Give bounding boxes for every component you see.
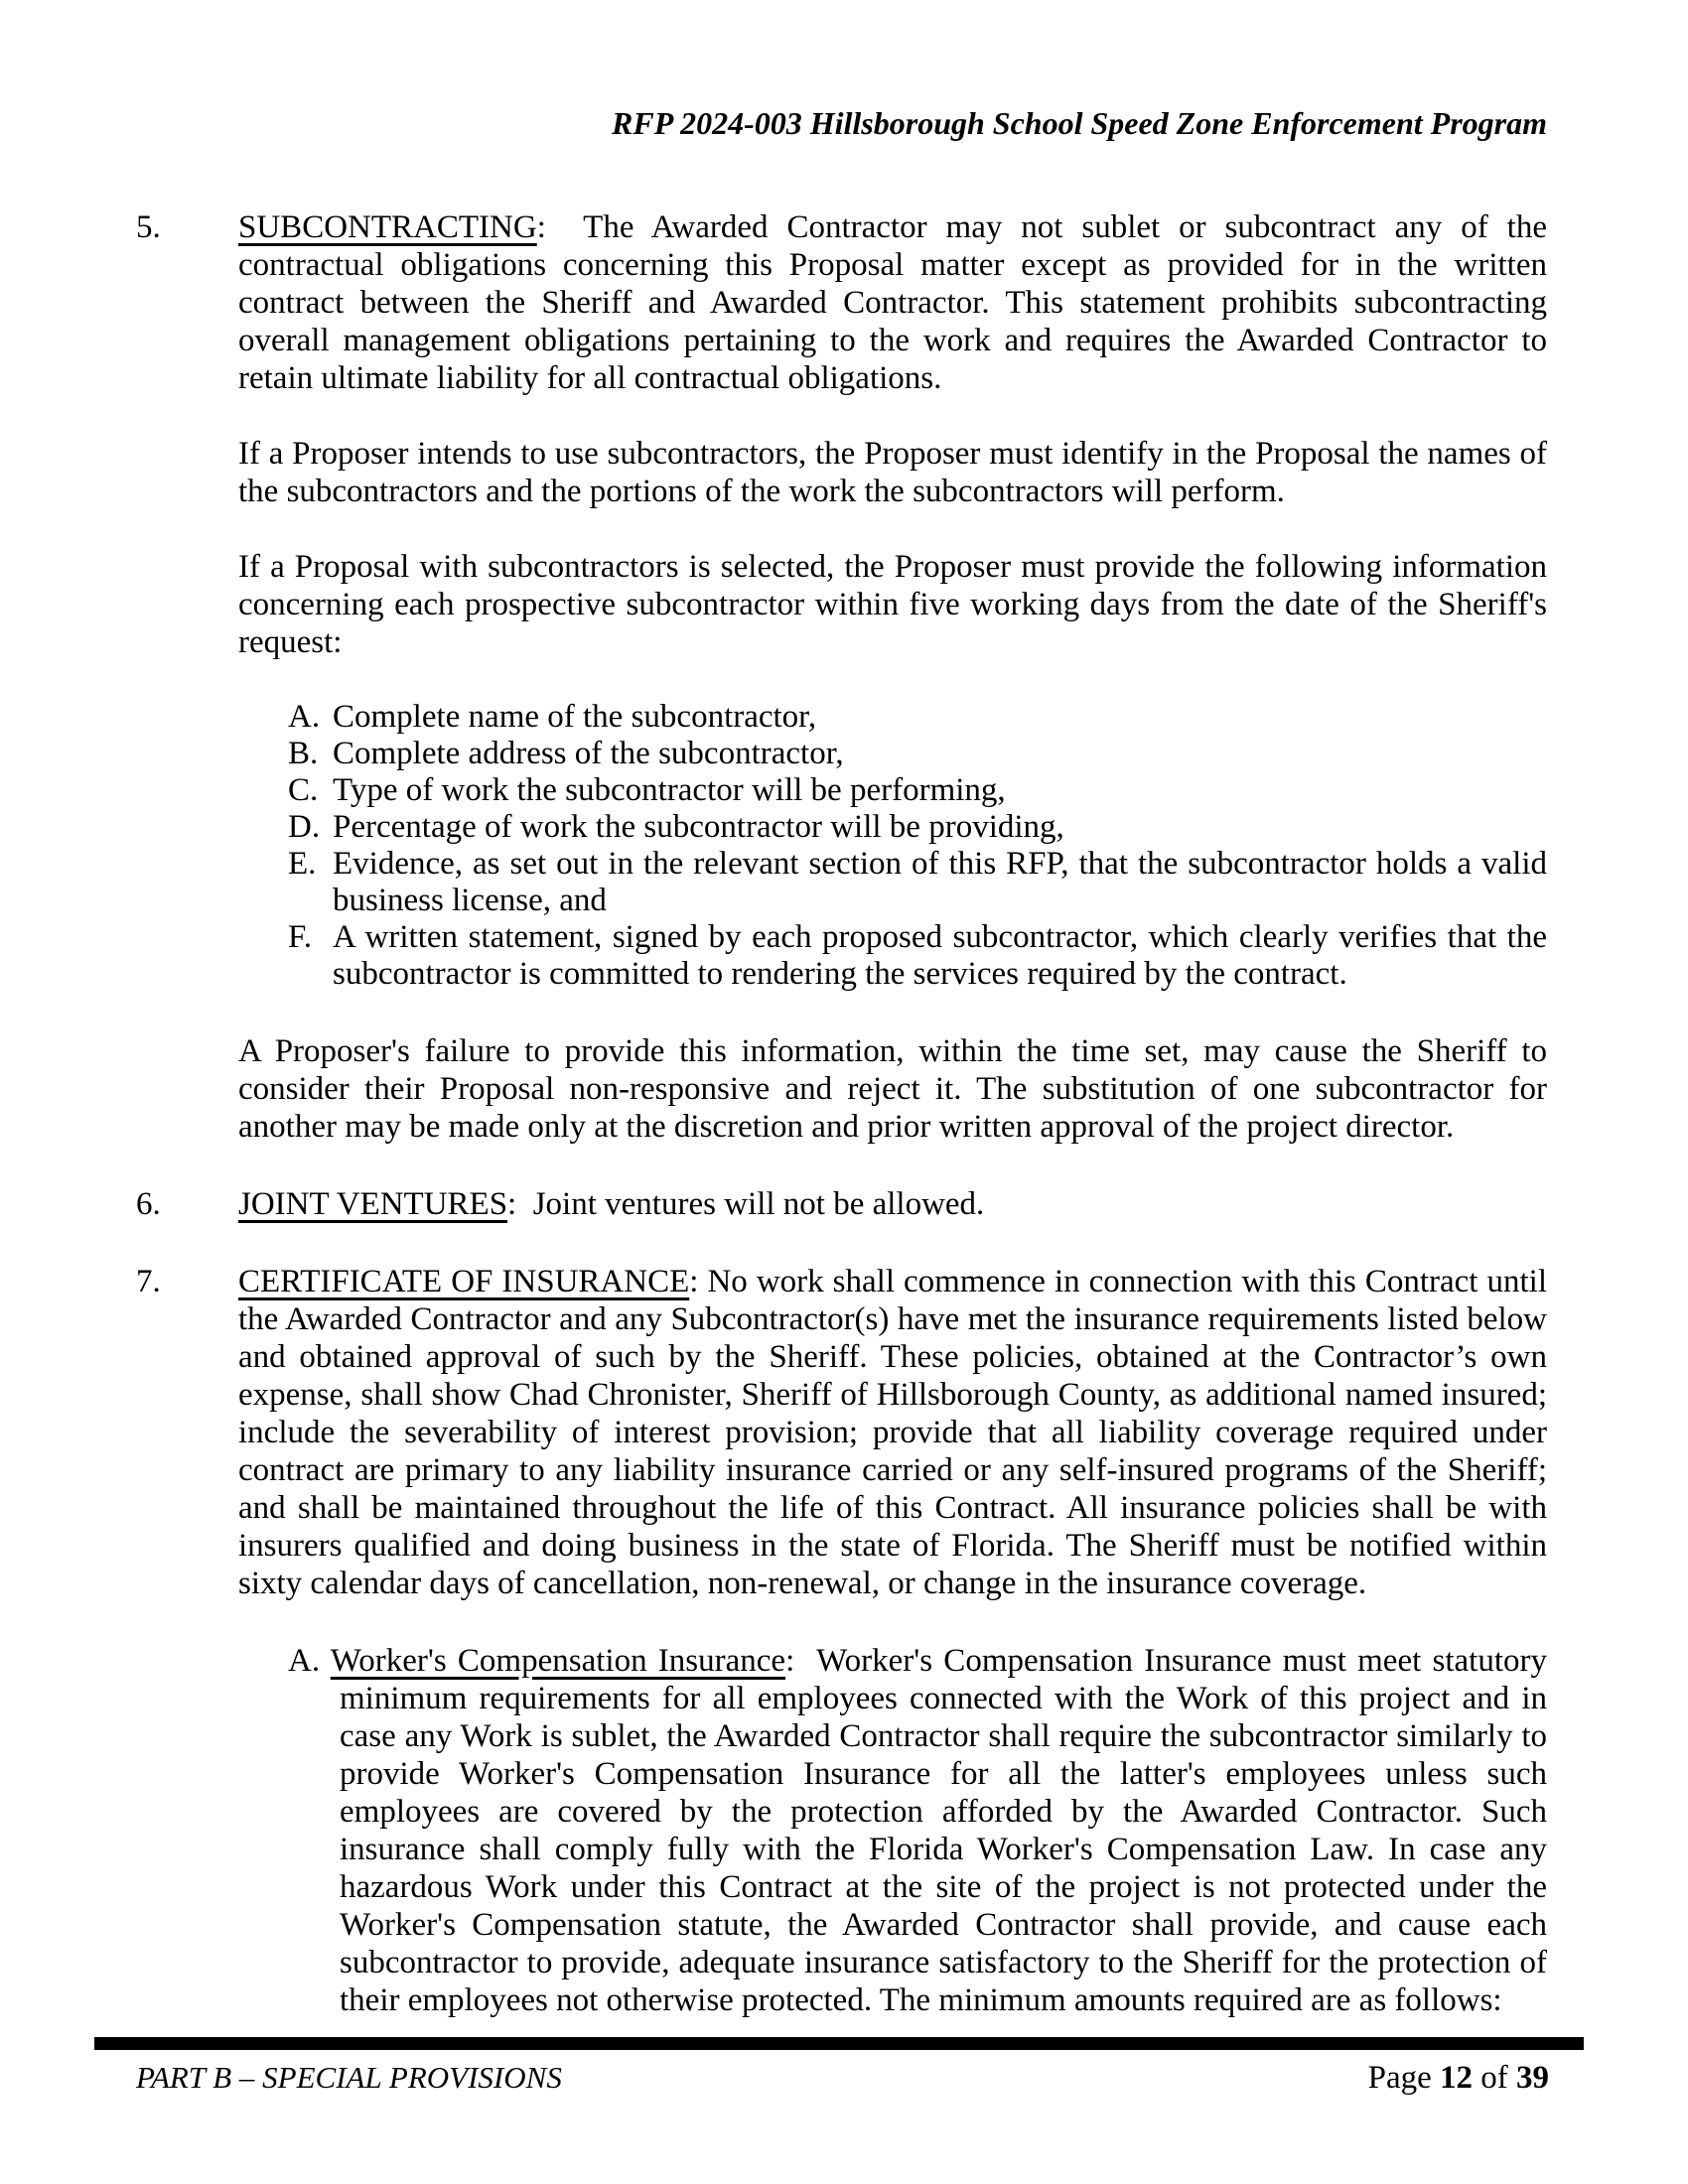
section-6: [136, 1185, 1547, 1223]
of-word: of: [1480, 2060, 1508, 2096]
footer-rule: [94, 2037, 1584, 2050]
list-item-c: [288, 772, 1547, 809]
list-item-f-letter: F.: [288, 919, 312, 955]
section-5-number: 5.: [136, 209, 161, 245]
section-6-heading: JOINT VENTURES: [238, 1186, 508, 1222]
list-item-e: [288, 846, 1547, 919]
workers-comp-letter: A.: [288, 1643, 321, 1679]
section-5-heading-colon: :: [536, 209, 546, 245]
page-word: Page: [1367, 2060, 1432, 2096]
list-item-e-text: Evidence, as set out in the relevant section of this RFP, that the subcontractor holds a valid business license, and: [333, 846, 1547, 918]
list-item-b-letter: B.: [288, 736, 319, 771]
list-item-d-letter: D.: [288, 809, 321, 845]
workers-comp-text: Worker's Compensation Insurance must meet statutory minimum requirements for all employees connected with the Work of this project and in case any Work is sublet, the Awarded Contractor shall require the subcontractor similarly to provide Worker's Compensation Insurance for all the latter's employees unless such employees are covered by the protection afforded by the Awarded Contractor. Such insurance shall comply fully with the Florida Worker's Compensation Law. In case any hazardous Work under this Contract at the site of the project is not protected under the Worker's Compensation statute, the Awarded Contractor shall provide, and cause each subcontractor to provide, adequate insurance satisfactory to the Sheriff for the protection of their employees not otherwise protected. The minimum amounts required are as follows:: [340, 1643, 1547, 2018]
list-item-b-text: Complete address of the subcontractor,: [333, 736, 844, 771]
list-item-e-letter: E.: [288, 846, 317, 882]
section-6-paragraph: [238, 1185, 1547, 1223]
footer-page-number: [1368, 2059, 1549, 2097]
section-5-paragraph-3: If a Proposal with subcontractors is selected, the Proposer must provide the following information concerning each prospective subcontractor within five working days from the date of the Sheriff's request:: [238, 549, 1547, 660]
section-5-paragraph-2: If a Proposer intends to use subcontractors, the Proposer must identify in the Proposal the names of the subcontractors and the portions of the work the subcontractors will perform.: [238, 436, 1547, 509]
page-header-title: RFP 2024-003 Hillsborough School Speed Zone Enforcement Program: [612, 105, 1547, 141]
list-item-f-text: A written statement, signed by each proposed subcontractor, which clearly verifies that the subcontractor is committed to rendering the services required by the contract.: [333, 919, 1547, 992]
footer-row: [94, 2059, 1584, 2097]
list-item-a: [288, 699, 1547, 736]
list-item-d: [288, 809, 1547, 846]
section-5-failure-paragraph: A Proposer's failure to provide this information, within the time set, may cause the Sheriff to consider their Proposal non-responsive and reject it. The substitution of one subcontractor for another may be made only at the discretion and prior written approval of the project director.: [238, 1033, 1547, 1145]
document-content: [136, 104, 1547, 2019]
section-5: [136, 208, 1547, 397]
page-current: 12: [1440, 2060, 1473, 2096]
list-item-d-text: Percentage of work the subcontractor will be providing,: [333, 809, 1064, 845]
section-7-paragraph: [238, 1263, 1547, 1602]
list-item-a-text: Complete name of the subcontractor,: [333, 699, 817, 735]
workers-comp-heading-colon: :: [785, 1643, 795, 1679]
list-item-b: [288, 736, 1547, 772]
section-7-heading: CERTIFICATE OF INSURANCE: [238, 1264, 690, 1299]
workers-comp-heading: Worker's Compensation Insurance: [330, 1643, 786, 1679]
section-7-number: 7.: [136, 1264, 161, 1299]
section-5-lead-text: The Awarded Contractor may not sublet or subcontract any of the contractual obligations concerning this Proposal matter except as provided for in the written contract between the Sheriff and Awarded Contractor. This statement prohibits subcontracting overall management obligations pertaining to the work and requires the Awarded Contractor to retain ultimate liability for all contractual obligations.: [238, 209, 1547, 396]
list-item-c-letter: C.: [288, 772, 319, 808]
section-5-heading: SUBCONTRACTING: [238, 209, 537, 245]
section-6-lead-text: Joint ventures will not be allowed.: [516, 1186, 985, 1222]
page-footer: [94, 2037, 1584, 2097]
list-item-c-text: Type of work the subcontractor will be performing,: [333, 772, 1006, 808]
list-item-f: [288, 919, 1547, 993]
list-item-a-letter: A.: [288, 699, 321, 735]
section-5-paragraph-1: [238, 208, 1547, 397]
section-7: [136, 1263, 1547, 1602]
section-7-heading-colon: :: [689, 1264, 699, 1299]
page-total: 39: [1516, 2060, 1549, 2096]
section-6-number: 6.: [136, 1186, 161, 1222]
section-6-heading-colon: :: [507, 1186, 517, 1222]
workers-comp-item: [288, 1642, 1547, 2019]
subcontractor-info-list: [288, 699, 1547, 993]
footer-part-label: PART B – SPECIAL PROVISIONS: [136, 2060, 562, 2095]
section-7-lead-text: No work shall commence in connection with this Contract until the Awarded Contractor and any Subcontractor(s) have met the insurance requirements listed below and obtained approval of such by the Sheriff. These policies, obtained at the Contractor’s own expense, shall show Chad Chronister, Sheriff of Hillsborough County, as additional named insured; include the severability of interest provision; provide that all liability coverage required under contract are primary to any liability insurance carried or any self-insured programs of the Sheriff; and shall be maintained throughout the life of this Contract. All insurance policies shall be with insurers qualified and doing business in the state of Florida. The Sheriff must be notified within sixty calendar days of cancellation, non-renewal, or change in the insurance coverage.: [238, 1264, 1547, 1601]
